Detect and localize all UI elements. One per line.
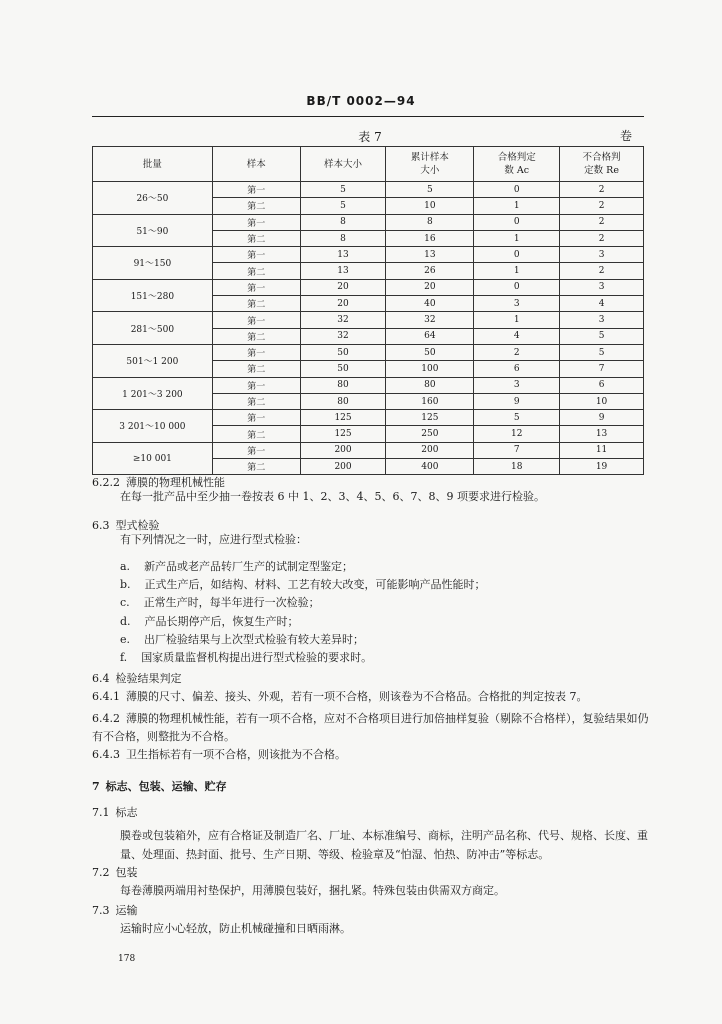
sample-size-cell: 20 [300,279,386,295]
sample-stage-cell: 第一 [212,247,300,263]
list-item-label: f. [120,651,128,665]
reject-number-cell: 5 [560,328,644,344]
list-item [92,558,658,576]
accept-number-cell: 0 [474,279,560,295]
section-6-4-3: 6.4.3 卫生指标若有一项不合格，则该批为不合格。 [92,748,346,761]
section-6-2-2: 6.2.2 薄膜的物理机械性能 在每一批产品中至少抽一卷按表 6 中 1、2、3、4、5、6、7、8、9 项要求进行检验。 [92,476,545,503]
list-item [92,613,658,631]
accept-number-cell: 1 [474,230,560,246]
table-row [93,344,644,360]
cumulative-size-cell: 5 [386,182,474,198]
table-header-row [93,147,644,182]
section-7-2-heading: 7.2 包装 [92,866,138,879]
reject-number-cell: 4 [560,296,644,312]
sample-stage-cell: 第二 [212,263,300,279]
sample-stage-cell: 第二 [212,393,300,409]
table-row [93,247,644,263]
cumulative-size-cell: 80 [386,377,474,393]
cumulative-size-cell: 50 [386,344,474,360]
list-item-label: b. [120,578,131,592]
batch-size-cell: 26～50 [93,182,213,215]
sample-size-cell: 5 [300,182,386,198]
section-6-4-1: 6.4.1 薄膜的尺寸、偏差、接头、外观，若有一项不合格，则该卷为不合格品。合格批的判定按表 7。 [92,690,588,703]
cumulative-size-cell: 250 [386,426,474,442]
col-header-sample-size: 样本大小 [300,147,386,182]
reject-number-cell: 2 [560,230,644,246]
cumulative-size-cell: 64 [386,328,474,344]
batch-size-cell: 91～150 [93,247,213,280]
accept-number-cell: 3 [474,377,560,393]
cumulative-size-cell: 100 [386,361,474,377]
accept-number-cell: 9 [474,393,560,409]
acceptance-table [92,146,644,475]
sample-size-cell: 80 [300,393,386,409]
table-unit: 卷 [620,129,633,143]
sample-stage-cell: 第二 [212,361,300,377]
batch-size-cell: 1 201～3 200 [93,377,213,410]
sample-size-cell: 200 [300,459,386,475]
cumulative-size-cell: 16 [386,230,474,246]
sample-stage-cell: 第一 [212,214,300,230]
reject-number-cell: 19 [560,459,644,475]
reject-number-cell: 13 [560,426,644,442]
accept-number-cell: 2 [474,344,560,360]
sample-size-cell: 80 [300,377,386,393]
sample-size-cell: 50 [300,361,386,377]
reject-number-cell: 9 [560,410,644,426]
reject-number-cell: 3 [560,279,644,295]
batch-size-cell: 501～1 200 [93,344,213,377]
list-item-label: a. [120,560,131,573]
sample-stage-cell: 第一 [212,182,300,198]
section-7-1-text: 膜卷或包装箱外，应有合格证及制造厂名、厂址、本标准编号、商标，注明产品名称、代号、规格、长度、重量、处理面、热封面、批号、生产日期、等级、检验章及“怕湿、怕热、防冲击”等标志。 [120,829,648,861]
sample-size-cell: 32 [300,312,386,328]
sample-stage-cell: 第一 [212,312,300,328]
cumulative-size-cell: 13 [386,247,474,263]
sample-stage-cell: 第一 [212,377,300,393]
sample-stage-cell: 第二 [212,459,300,475]
accept-number-cell: 1 [474,198,560,214]
reject-number-cell: 3 [560,312,644,328]
sample-stage-cell: 第二 [212,328,300,344]
accept-number-cell: 0 [474,182,560,198]
sample-stage-cell: 第一 [212,344,300,360]
list-item-text: 新产品或老产品转厂生产的试制定型鉴定； [144,560,354,573]
reject-number-cell: 2 [560,198,644,214]
sample-size-cell: 50 [300,344,386,360]
section-7-1-heading: 7.1 标志 [92,806,138,819]
table-row [93,410,644,426]
list-item-label: d. [120,614,131,628]
sample-stage-cell: 第二 [212,296,300,312]
accept-number-cell: 12 [474,426,560,442]
cumulative-size-cell: 10 [386,198,474,214]
reject-number-cell: 3 [560,247,644,263]
page-number: 178 [118,954,136,964]
section-7-3-text: 运输时应小心轻放，防止机械碰撞和日晒雨淋。 [120,922,351,935]
cumulative-size-cell: 125 [386,410,474,426]
sample-size-cell: 20 [300,296,386,312]
accept-number-cell: 6 [474,361,560,377]
cumulative-size-cell: 200 [386,442,474,458]
sample-size-cell: 200 [300,442,386,458]
accept-number-cell: 3 [474,296,560,312]
list-item-text: 正常生产时，每半年进行一次检验； [143,596,320,610]
sample-size-cell: 5 [300,198,386,214]
table-title: 表 7 [358,130,382,144]
chapter-7-heading: 7 标志、包装、运输、贮存 [92,780,227,793]
list-item [92,649,658,667]
accept-number-cell: 4 [474,328,560,344]
cumulative-size-cell: 20 [386,279,474,295]
batch-size-cell: 51～90 [93,214,213,247]
list-item-text: 正式生产后，如结构、材料、工艺有较大改变，可能影响产品性能时； [144,578,486,592]
sample-size-cell: 32 [300,328,386,344]
cumulative-size-cell: 26 [386,263,474,279]
section-6-4: 6.4 检验结果判定 [92,672,182,685]
list-item-label: c. [120,596,130,610]
sample-size-cell: 13 [300,247,386,263]
cumulative-size-cell: 32 [386,312,474,328]
col-header-batch: 批量 [93,147,213,182]
accept-number-cell: 1 [474,263,560,279]
sample-size-cell: 13 [300,263,386,279]
section-7-2-text: 每卷薄膜两端用衬垫保护，用薄膜包装好，捆扎紧。特殊包装由供需双方商定。 [120,884,505,897]
table-row [93,279,644,295]
accept-number-cell: 1 [474,312,560,328]
cumulative-size-cell: 40 [386,296,474,312]
sample-stage-cell: 第二 [212,198,300,214]
sample-size-cell: 125 [300,410,386,426]
reject-number-cell: 5 [560,344,644,360]
batch-size-cell: 151～280 [93,279,213,312]
table-row [93,214,644,230]
accept-number-cell: 18 [474,459,560,475]
list-item-text: 出厂检验结果与上次型式检验有较大差异时； [144,632,365,646]
table-body [93,182,644,475]
col-header-sample: 样本 [212,147,300,182]
accept-number-cell: 0 [474,214,560,230]
list-item-text: 国家质量监督机构提出进行型式检验的要求时。 [141,651,373,665]
sample-stage-cell: 第一 [212,442,300,458]
reject-number-cell: 2 [560,263,644,279]
header-rule [92,116,644,117]
sample-size-cell: 125 [300,426,386,442]
batch-size-cell: 281～500 [93,312,213,345]
reject-number-cell: 2 [560,182,644,198]
inspection-conditions-list [92,558,658,667]
table-row [93,182,644,198]
col-header-accept-number: 合格判定 数 Ac [474,147,560,182]
list-item [92,594,658,612]
col-header-reject-number: 不合格判 定数 Re [560,147,644,182]
col-header-cumulative-size: 累计样本 大小 [386,147,474,182]
table-row [93,312,644,328]
reject-number-cell: 2 [560,214,644,230]
section-6-4-2: 6.4.2 薄膜的物理机械性能，若有一项不合格，应对不合格项目进行加倍抽样复验（剔除不合格样），复验结果如仍有不合格，则整批为不合格。 [92,712,649,743]
standard-number: BB/T 0002—94 [306,94,416,108]
reject-number-cell: 7 [560,361,644,377]
section-7-3-heading: 7.3 运输 [92,904,138,917]
table-row [93,442,644,458]
batch-size-cell: ≥10 001 [93,442,213,475]
cumulative-size-cell: 400 [386,459,474,475]
sample-stage-cell: 第二 [212,230,300,246]
sample-stage-cell: 第一 [212,410,300,426]
reject-number-cell: 6 [560,377,644,393]
list-item-text: 产品长期停产后，恢复生产时； [144,614,299,628]
list-item [92,576,658,594]
list-item [92,631,658,649]
sample-size-cell: 8 [300,214,386,230]
accept-number-cell: 0 [474,247,560,263]
list-item-label: e. [120,632,131,646]
accept-number-cell: 5 [474,410,560,426]
table-row [93,377,644,393]
reject-number-cell: 11 [560,442,644,458]
section-6-3: 6.3 型式检验 有下列情况之一时，应进行型式检验： [92,519,307,546]
cumulative-size-cell: 160 [386,393,474,409]
sample-stage-cell: 第一 [212,279,300,295]
sample-stage-cell: 第二 [212,426,300,442]
reject-number-cell: 10 [560,393,644,409]
sample-size-cell: 8 [300,230,386,246]
cumulative-size-cell: 8 [386,214,474,230]
batch-size-cell: 3 201～10 000 [93,410,213,443]
accept-number-cell: 7 [474,442,560,458]
